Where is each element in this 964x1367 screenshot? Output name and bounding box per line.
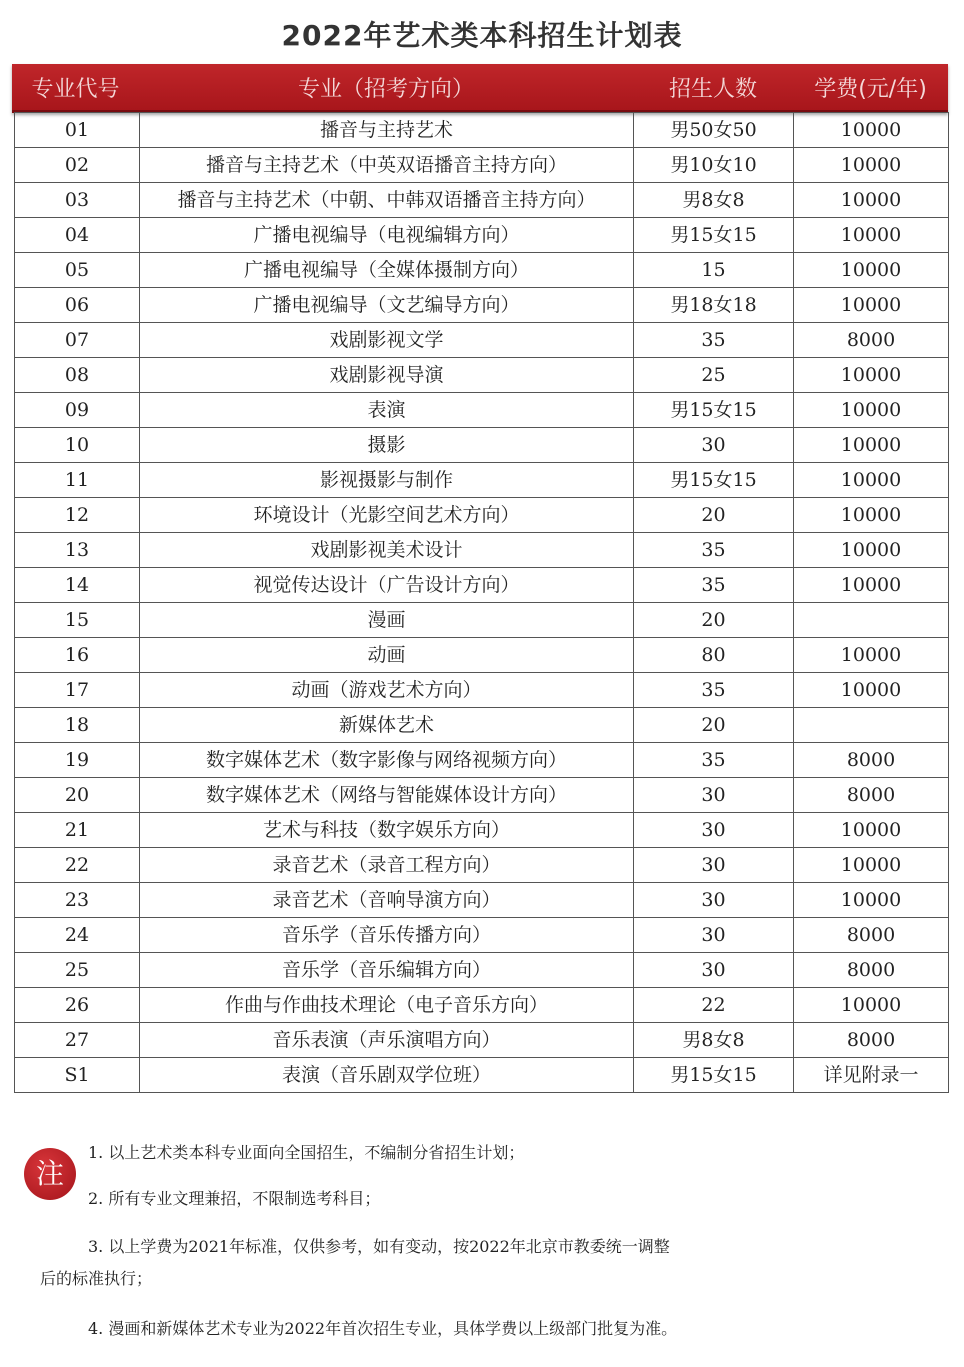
cell-major: 艺术与科技（数字娱乐方向） bbox=[140, 813, 634, 848]
cell-major: 新媒体艺术 bbox=[140, 708, 634, 743]
cell-major: 数字媒体艺术（数字影像与网络视频方向） bbox=[140, 743, 634, 778]
header-major: 专业（招考方向） bbox=[297, 76, 474, 102]
cell-major: 播音与主持艺术 bbox=[140, 113, 634, 148]
cell-fee: 10000 bbox=[794, 113, 949, 148]
cell-code: 08 bbox=[15, 358, 140, 393]
cell-fee: 8000 bbox=[794, 953, 949, 988]
note-badge: 注 bbox=[24, 1148, 76, 1200]
note-3: 3. 以上学费为2021年标准，仅供参考，如有变动，按2022年北京市教委统一调整 bbox=[88, 1237, 670, 1256]
table-row bbox=[15, 708, 949, 743]
cell-major: 动画（游戏艺术方向） bbox=[140, 673, 634, 708]
cell-major: 录音艺术（录音工程方向） bbox=[140, 848, 634, 883]
cell-count: 30 bbox=[634, 813, 794, 848]
cell-count: 男15女15 bbox=[634, 463, 794, 498]
header-code: 专业代号 bbox=[31, 76, 120, 102]
cell-fee: 8000 bbox=[794, 778, 949, 813]
note-4: 4. 漫画和新媒体艺术专业为2022年首次招生专业，具体学费以上级部门批复为准。 bbox=[88, 1319, 678, 1338]
cell-fee bbox=[794, 708, 949, 743]
cell-count: 35 bbox=[634, 533, 794, 568]
cell-major: 广播电视编导（全媒体摄制方向） bbox=[140, 253, 634, 288]
cell-code: 19 bbox=[15, 743, 140, 778]
cell-count: 25 bbox=[634, 358, 794, 393]
table-row bbox=[15, 218, 949, 253]
table-row bbox=[15, 988, 949, 1023]
cell-fee bbox=[794, 603, 949, 638]
table-row bbox=[15, 498, 949, 533]
table-row bbox=[15, 323, 949, 358]
cell-count: 30 bbox=[634, 428, 794, 463]
cell-code: 20 bbox=[15, 778, 140, 813]
cell-code: 07 bbox=[15, 323, 140, 358]
cell-code: 05 bbox=[15, 253, 140, 288]
cell-count: 20 bbox=[634, 708, 794, 743]
cell-fee: 8000 bbox=[794, 743, 949, 778]
cell-major: 表演 bbox=[140, 393, 634, 428]
table-row bbox=[15, 288, 949, 323]
table-row bbox=[15, 183, 949, 218]
cell-code: 16 bbox=[15, 638, 140, 673]
cell-count: 男18女18 bbox=[634, 288, 794, 323]
cell-code: 17 bbox=[15, 673, 140, 708]
cell-major: 动画 bbox=[140, 638, 634, 673]
cell-fee: 10000 bbox=[794, 673, 949, 708]
cell-count: 30 bbox=[634, 883, 794, 918]
table-row bbox=[15, 603, 949, 638]
cell-count: 男15女15 bbox=[634, 218, 794, 253]
cell-major: 广播电视编导（电视编辑方向） bbox=[140, 218, 634, 253]
cell-code: 23 bbox=[15, 883, 140, 918]
enrollment-table bbox=[14, 112, 949, 1093]
table-row bbox=[15, 813, 949, 848]
cell-major: 播音与主持艺术（中英双语播音主持方向） bbox=[140, 148, 634, 183]
table-row bbox=[15, 1023, 949, 1058]
cell-count: 30 bbox=[634, 918, 794, 953]
cell-major: 音乐学（音乐传播方向） bbox=[140, 918, 634, 953]
cell-count: 男15女15 bbox=[634, 393, 794, 428]
cell-fee: 10000 bbox=[794, 988, 949, 1023]
cell-code: S1 bbox=[15, 1058, 140, 1093]
note-3-continued: 后的标准执行； bbox=[40, 1269, 153, 1288]
cell-code: 11 bbox=[15, 463, 140, 498]
cell-fee: 10000 bbox=[794, 848, 949, 883]
cell-count: 22 bbox=[634, 988, 794, 1023]
cell-fee: 详见附录一 bbox=[794, 1058, 949, 1093]
cell-major: 戏剧影视美术设计 bbox=[140, 533, 634, 568]
page-title: 2022年艺术类本科招生计划表 bbox=[281, 19, 683, 52]
cell-fee: 10000 bbox=[794, 638, 949, 673]
table-row bbox=[15, 1058, 949, 1093]
cell-major: 数字媒体艺术（网络与智能媒体设计方向） bbox=[140, 778, 634, 813]
table-row bbox=[15, 743, 949, 778]
cell-code: 04 bbox=[15, 218, 140, 253]
cell-major: 戏剧影视文学 bbox=[140, 323, 634, 358]
cell-fee: 10000 bbox=[794, 533, 949, 568]
cell-code: 10 bbox=[15, 428, 140, 463]
cell-fee: 10000 bbox=[794, 358, 949, 393]
cell-code: 26 bbox=[15, 988, 140, 1023]
cell-major: 作曲与作曲技术理论（电子音乐方向） bbox=[140, 988, 634, 1023]
cell-count: 35 bbox=[634, 673, 794, 708]
table-row bbox=[15, 463, 949, 498]
cell-count: 20 bbox=[634, 498, 794, 533]
cell-fee: 10000 bbox=[794, 568, 949, 603]
table-body bbox=[15, 113, 949, 1093]
cell-count: 男10女10 bbox=[634, 148, 794, 183]
cell-code: 13 bbox=[15, 533, 140, 568]
cell-code: 27 bbox=[15, 1023, 140, 1058]
cell-fee: 10000 bbox=[794, 463, 949, 498]
table-row bbox=[15, 393, 949, 428]
cell-fee: 10000 bbox=[794, 218, 949, 253]
cell-fee: 10000 bbox=[794, 393, 949, 428]
table-row bbox=[15, 358, 949, 393]
cell-major: 广播电视编导（文艺编导方向） bbox=[140, 288, 634, 323]
cell-count: 男8女8 bbox=[634, 183, 794, 218]
table-row bbox=[15, 848, 949, 883]
cell-major: 音乐学（音乐编辑方向） bbox=[140, 953, 634, 988]
cell-fee: 10000 bbox=[794, 183, 949, 218]
cell-count: 30 bbox=[634, 953, 794, 988]
cell-count: 男15女15 bbox=[634, 1058, 794, 1093]
header-count: 招生人数 bbox=[668, 76, 757, 102]
cell-code: 21 bbox=[15, 813, 140, 848]
cell-major: 摄影 bbox=[140, 428, 634, 463]
cell-count: 35 bbox=[634, 568, 794, 603]
note-2: 2. 所有专业文理兼招，不限制选考科目； bbox=[88, 1189, 381, 1208]
cell-code: 25 bbox=[15, 953, 140, 988]
table-row bbox=[15, 148, 949, 183]
cell-count: 80 bbox=[634, 638, 794, 673]
cell-fee: 10000 bbox=[794, 148, 949, 183]
cell-code: 03 bbox=[15, 183, 140, 218]
header-fee: 学费(元/年) bbox=[814, 76, 927, 102]
cell-count: 30 bbox=[634, 848, 794, 883]
table-row bbox=[15, 673, 949, 708]
cell-fee: 10000 bbox=[794, 253, 949, 288]
table-row bbox=[15, 638, 949, 673]
table-row bbox=[15, 568, 949, 603]
table-header bbox=[12, 64, 948, 113]
cell-code: 18 bbox=[15, 708, 140, 743]
cell-code: 24 bbox=[15, 918, 140, 953]
cell-fee: 10000 bbox=[794, 498, 949, 533]
table-row bbox=[15, 778, 949, 813]
cell-code: 15 bbox=[15, 603, 140, 638]
cell-major: 环境设计（光影空间艺术方向） bbox=[140, 498, 634, 533]
cell-count: 35 bbox=[634, 323, 794, 358]
cell-fee: 10000 bbox=[794, 288, 949, 323]
cell-major: 播音与主持艺术（中朝、中韩双语播音主持方向） bbox=[140, 183, 634, 218]
cell-fee: 8000 bbox=[794, 1023, 949, 1058]
cell-code: 09 bbox=[15, 393, 140, 428]
cell-count: 30 bbox=[634, 778, 794, 813]
cell-code: 01 bbox=[15, 113, 140, 148]
cell-fee: 8000 bbox=[794, 323, 949, 358]
table-row bbox=[15, 428, 949, 463]
cell-major: 录音艺术（音响导演方向） bbox=[140, 883, 634, 918]
cell-fee: 10000 bbox=[794, 428, 949, 463]
cell-major: 视觉传达设计（广告设计方向） bbox=[140, 568, 634, 603]
cell-fee: 10000 bbox=[794, 813, 949, 848]
cell-code: 12 bbox=[15, 498, 140, 533]
table-row bbox=[15, 918, 949, 953]
table-row bbox=[15, 253, 949, 288]
table-row bbox=[15, 953, 949, 988]
cell-count: 男50女50 bbox=[634, 113, 794, 148]
cell-code: 22 bbox=[15, 848, 140, 883]
cell-count: 男8女8 bbox=[634, 1023, 794, 1058]
cell-code: 06 bbox=[15, 288, 140, 323]
cell-count: 20 bbox=[634, 603, 794, 638]
cell-fee: 8000 bbox=[794, 918, 949, 953]
cell-code: 02 bbox=[15, 148, 140, 183]
cell-major: 表演（音乐剧双学位班） bbox=[140, 1058, 634, 1093]
cell-major: 音乐表演（声乐演唱方向） bbox=[140, 1023, 634, 1058]
cell-major: 影视摄影与制作 bbox=[140, 463, 634, 498]
note-1: 1. 以上艺术类本科专业面向全国招生，不编制分省招生计划； bbox=[88, 1143, 525, 1162]
table-row bbox=[15, 113, 949, 148]
cell-count: 35 bbox=[634, 743, 794, 778]
table-row bbox=[15, 533, 949, 568]
cell-code: 14 bbox=[15, 568, 140, 603]
cell-count: 15 bbox=[634, 253, 794, 288]
cell-major: 戏剧影视导演 bbox=[140, 358, 634, 393]
cell-major: 漫画 bbox=[140, 603, 634, 638]
table-row bbox=[15, 883, 949, 918]
cell-fee: 10000 bbox=[794, 883, 949, 918]
